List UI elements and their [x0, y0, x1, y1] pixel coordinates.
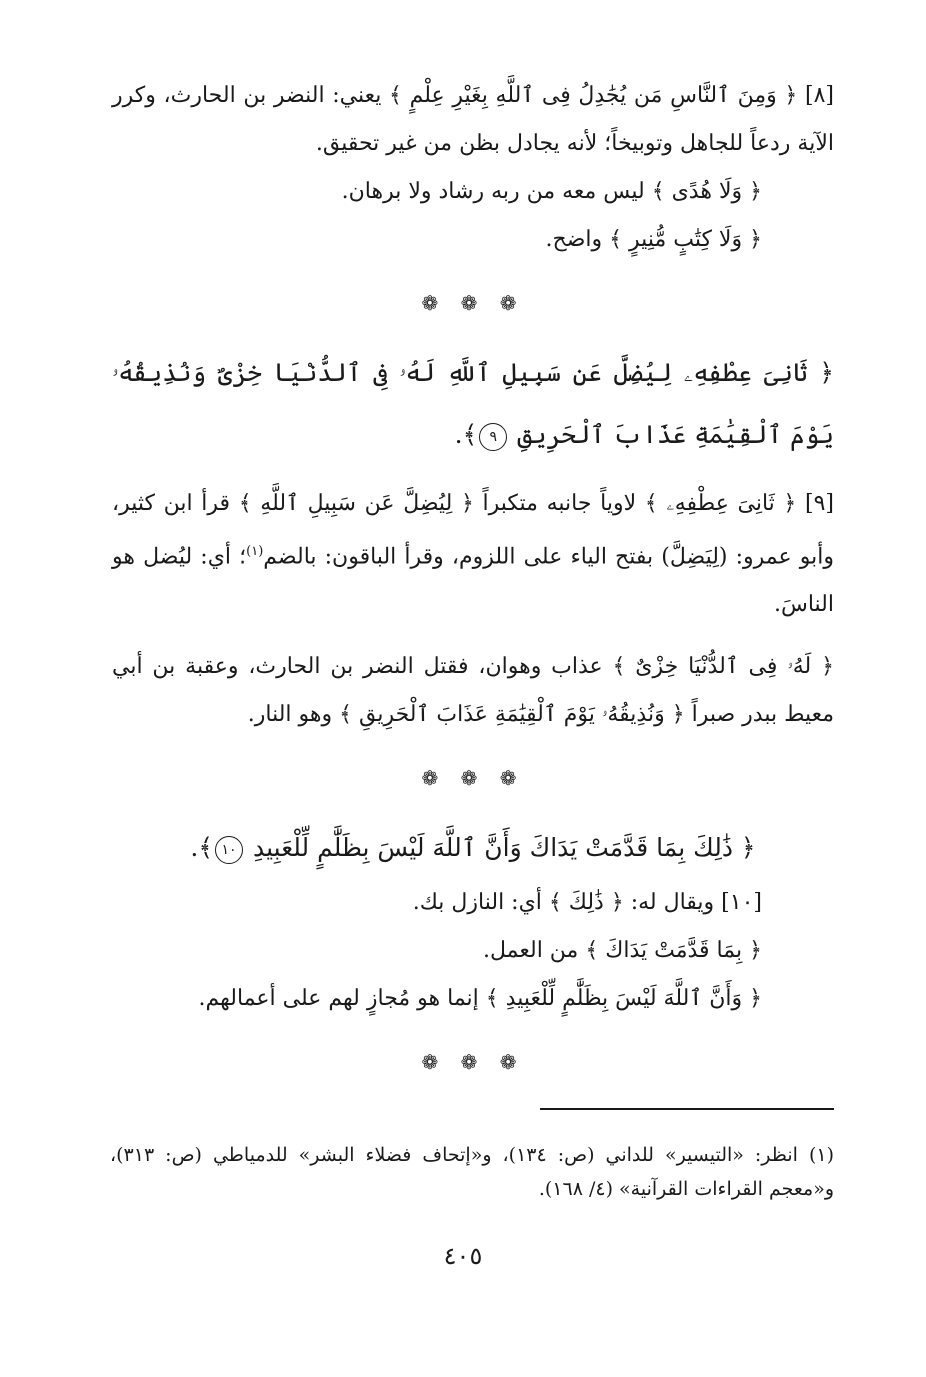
section-separator: ❁ ❁ ❁ — [421, 1050, 525, 1075]
commentary-text-end: ؛ أي: ليُضل هو الناسَ. — [112, 544, 834, 618]
paragraph-commentary-10: [١٠] ويقال له: ﴿ ذَٰلِكَ ﴾ أي: النازل بك. — [412, 890, 762, 916]
paragraph-book: ﴿ وَلَا كِتَٰبٍ مُّنِيرٍ ﴾ واضح. — [545, 227, 762, 252]
verse-close: ﴾. — [190, 833, 214, 863]
quran-verse-10 — [112, 817, 834, 879]
paragraph-guidance: ﴿ وَلَا هُدًى ﴾ ليس معه من ربه رشاد ولا برهان. — [341, 179, 762, 204]
paragraph-commentary-9 — [112, 480, 834, 629]
quran-verse-9 — [112, 342, 834, 466]
section-separator: ❁ ❁ ❁ — [421, 766, 525, 791]
verse-text: ﴿ ثَانِىَ عِطْفِهِۦ لِيُضِلَّ عَن سَبِيلِ ٱللَّهِ لَهُۥ فِى ٱلدُّنْيَا خِزْىٌ وَنُذِيقُهُۥ يَوْمَ ٱلْقِيَٰمَةِ عَذَابَ ٱلْحَرِيقِ — [112, 358, 834, 449]
section-separator: ❁ ❁ ❁ — [421, 291, 525, 315]
ayah-number-marker: ١٠ — [215, 836, 243, 864]
paragraph-deeds: ﴿ بِمَا قَدَّمَتْ يَدَاكَ ﴾ من العمل. — [483, 938, 762, 964]
page-number: ٤٠٥ — [443, 1242, 483, 1270]
footnote-reference: (١) — [246, 544, 264, 559]
verse-text: ﴿ ذَٰلِكَ بِمَا قَدَّمَتْ يَدَاكَ وَأَنَّ ٱللَّهَ لَيْسَ بِظَلَّٰمٍ لِّلْعَبِيدِ — [252, 833, 756, 863]
footnote-divider — [540, 1108, 834, 1110]
main-text — [112, 72, 834, 1101]
paragraph-justice: ﴿ وَأَنَّ ٱللَّهَ لَيْسَ بِظَلَّٰمٍ لِّلْعَبِيدِ ﴾ إنما هو مُجازٍ لهم على أعمالهم. — [198, 986, 762, 1012]
paragraph-disgrace: ﴿ لَهُۥ فِى ٱلدُّنْيَا خِزْىٌ ﴾ عذاب وهوان، فقتل النضر بن الحارث، وعقبة بن أبي معيط ببدر صبراً ﴿ وَنُذِيقُهُۥ يَوْمَ ٱلْقِيَٰمَةِ عَذَابَ ٱلْحَرِيقِ ﴾ وهو النار. — [112, 654, 834, 728]
ayah-number-marker: ٩ — [479, 423, 507, 451]
footnote: (١) انظر: «التيسير» للداني (ص: ١٣٤)، و«إتحاف فضلاء البشر» للدمياطي (ص: ٣١٣)، و«معجم القراءات القرآنية» (٤/ ١٦٨). — [110, 1144, 834, 1200]
commentary-text: [٩] ﴿ ثَانِىَ عِطْفِهِۦ ﴾ لاوياً جانبه متكبراً ﴿ لِيُضِلَّ عَن سَبِيلِ ٱللَّهِ ﴾ قرأ ابن كثير، وأبو عمرو: (لِيَضِلَّ) بفتح الياء على اللزوم، وقرأ الباقون: بالضم — [112, 491, 834, 570]
paragraph-verse-8: [٨] ﴿ وَمِنَ ٱلنَّاسِ مَن يُجَٰدِلُ فِى ٱللَّهِ بِغَيْرِ عِلْمٍ ﴾ يعني: النضر بن الحارث، وكرر الآية ردعاً للجاهل وتوبيخاً؛ لأنه يجادل بظن من غير تحقيق. — [112, 83, 834, 156]
verse-close: ﴾. — [454, 420, 478, 449]
